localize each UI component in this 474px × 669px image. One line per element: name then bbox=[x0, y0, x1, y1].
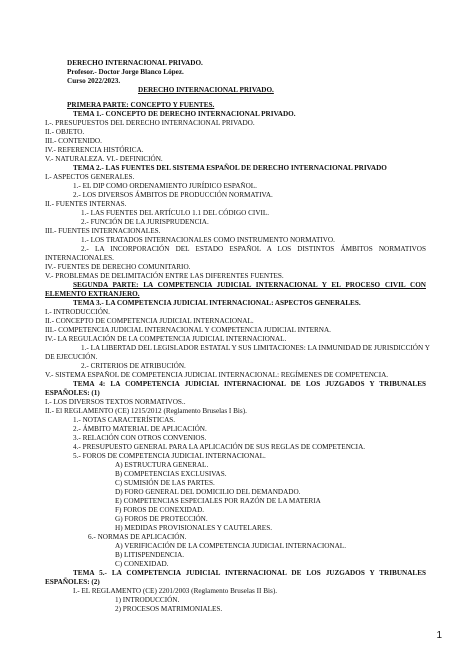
outline-line: E) COMPETENCIAS ESPECIALES POR RAZÓN DE LA MATERIA bbox=[115, 497, 321, 505]
professor-line: Profesor.- Doctor Jorge Blanco López. bbox=[67, 68, 184, 76]
outline-line: IV.- LA REGULACIÓN DE LA COMPETENCIA JUDICIAL INTERNACIONAL. bbox=[45, 335, 287, 343]
topic-heading-cont: ESPAÑOLES: (2) bbox=[45, 578, 100, 586]
outline-line: II.- OBJETO. bbox=[45, 128, 85, 136]
main-heading: DERECHO INTERNACIONAL PRIVADO. bbox=[138, 86, 274, 94]
outline-line: 1.- EL DIP COMO ORDENAMIENTO JURÍDICO ESPAÑOL. bbox=[73, 182, 257, 190]
topic-heading: TEMA 5.- LA COMPETENCIA JUDICIAL INTERNACIONAL DE LOS JUZGADOS Y TRIBUNALES bbox=[73, 569, 426, 577]
outline-line: IV.- REFERENCIA HISTÓRICA. bbox=[45, 146, 144, 154]
outline-line: 2) PROCESOS MATRIMONIALES. bbox=[115, 605, 223, 613]
outline-line: A) VERIFICACIÓN DE LA COMPETENCIA JUDICIAL INTERNACIONAL. bbox=[115, 542, 346, 550]
outline-line: B) LITISPENDENCIA. bbox=[115, 551, 185, 559]
outline-line: 2.- CRITERIOS DE ATRIBUCIÓN. bbox=[81, 362, 186, 370]
outline-line: 4.- PRESUPUESTO GENERAL PARA LA APLICACIÓN DE SUS REGLAS DE COMPETENCIA. bbox=[73, 443, 366, 451]
part-heading: SEGUNDA PARTE: LA COMPETENCIA JUDICIAL INTERNACIONAL Y EL PROCESO CIVIL CON bbox=[73, 281, 426, 289]
outline-line: V.- PROBLEMAS DE DELIMITACIÓN ENTRE LAS DIFERENTES FUENTES. bbox=[45, 272, 284, 280]
outline-line: F) FOROS DE CONEXIDAD. bbox=[115, 506, 205, 514]
outline-line: DE EJECUCIÓN. bbox=[45, 353, 98, 361]
part-heading: PRIMERA PARTE: CONCEPTO Y FUENTES. bbox=[67, 101, 215, 109]
document-title: DERECHO INTERNACIONAL PRIVADO. bbox=[67, 59, 203, 67]
outline-line: 6.- NORMAS DE APLICACIÓN. bbox=[88, 533, 187, 541]
outline-line: H) MEDIDAS PROVISIONALES Y CAUTELARES. bbox=[115, 524, 272, 532]
outline-line: 2.- LA INCORPORACIÓN DEL ESTADO ESPAÑOL A LOS DISTINTOS ÁMBITOS NORMATIVOS bbox=[81, 245, 426, 253]
outline-line: I.- LOS DIVERSOS TEXTOS NORMATIVOS.. bbox=[45, 398, 186, 406]
outline-line: II.- El REGLAMENTO (CE) 1215/2012 (Reglamento Bruselas I Bis). bbox=[45, 407, 247, 415]
outline-line: 1.- LAS FUENTES DEL ARTÍCULO 1.1 DEL CÓDIGO CIVIL. bbox=[81, 209, 270, 217]
part-heading-cont: ELEMENTO EXTRANJERO. bbox=[45, 290, 140, 298]
outline-line: 1.- LOS TRATADOS INTERNACIONALES COMO INSTRUMENTO NORMATIVO. bbox=[81, 236, 335, 244]
outline-line: 2.- LOS DIVERSOS ÁMBITOS DE PRODUCCIÓN NORMATIVA. bbox=[73, 191, 273, 199]
outline-line: 1.- LA LIBERTAD DEL LEGISLADOR ESTATAL Y SUS LIMITACIONES: LA INMUNIDAD DE JURISDICCIÓN Y bbox=[81, 344, 430, 352]
outline-line: 1) INTRODUCCIÓN. bbox=[115, 596, 180, 604]
topic-heading: TEMA 4: LA COMPETENCIA JUDICIAL INTERNACIONAL DE LOS JUZGADOS Y TRIBUNALES bbox=[73, 380, 426, 388]
course-line: Curso 2022/2023. bbox=[67, 77, 121, 85]
outline-line: 2.- FUNCIÓN DE LA JURISPRUDENCIA. bbox=[81, 218, 209, 226]
outline-line: V.- SISTEMA ESPAÑOL DE COMPETENCIA JUDICIAL INTERNACIONAL: REGÍMENES DE COMPETENCIA. bbox=[45, 371, 389, 379]
outline-line: II.- FUENTES INTERNAS. bbox=[45, 200, 127, 208]
outline-line: I.- INTRODUCCIÓN. bbox=[45, 308, 110, 316]
outline-line: II.- CONCEPTO DE COMPETENCIA JUDICIAL INTERNACIONAL. bbox=[45, 317, 254, 325]
topic-heading: TEMA 2.- LAS FUENTES DEL SISTEMA ESPAÑOL DE DERECHO INTERNACIONAL PRIVADO bbox=[73, 164, 387, 172]
outline-line: III.- FUENTES INTERNACIONALES. bbox=[45, 227, 161, 235]
outline-line: I.-. PRESUPUESTOS DEL DERECHO INTERNACIONAL PRIVADO. bbox=[45, 119, 255, 127]
outline-line: C) CONEXIDAD. bbox=[115, 560, 169, 568]
outline-line: I.- EL REGLAMENTO (CE) 2201/2003 (Reglamento Bruselas II Bis). bbox=[73, 587, 278, 595]
outline-line: 5.- FOROS DE COMPETENCIA JUDICIAL INTERNACIONAL. bbox=[73, 452, 266, 460]
outline-line: I.- ASPECTOS GENERALES. bbox=[45, 173, 135, 181]
outline-line: III.- CONTENIDO. bbox=[45, 137, 102, 145]
outline-line: G) FOROS DE PROTECCIÓN. bbox=[115, 515, 208, 523]
outline-line: III.- COMPETENCIA JUDICIAL INTERNACIONAL Y COMPETENCIA JUDICIAL INTERNA. bbox=[45, 326, 331, 334]
outline-line: 2.- ÁMBITO MATERIAL DE APLICACIÓN. bbox=[73, 425, 207, 433]
outline-line: IV.- FUENTES DE DERECHO COMUNITARIO. bbox=[45, 263, 191, 271]
topic-heading-cont: ESPAÑOLES: (1) bbox=[45, 389, 100, 397]
outline-line: C) SUMISIÓN DE LAS PARTES. bbox=[115, 479, 215, 487]
outline-line: 1.- NOTAS CARACTERÍSTICAS. bbox=[73, 416, 176, 424]
outline-line: A) ESTRUCTURA GENERAL. bbox=[115, 461, 209, 469]
outline-line: D) FORO GENERAL DEL DOMICILIO DEL DEMANDADO. bbox=[115, 488, 301, 496]
topic-heading: TEMA 3.- LA COMPETENCIA JUDICIAL INTERNACIONAL: ASPECTOS GENERALES. bbox=[73, 299, 361, 307]
outline-line: 3.- RELACIÓN CON OTROS CONVENIOS. bbox=[73, 434, 207, 442]
outline-line: B) COMPETENCIAS EXCLUSIVAS. bbox=[115, 470, 227, 478]
outline-line: V.- NATURALEZA. VI.- DEFINICIÓN. bbox=[45, 155, 163, 163]
topic-heading: TEMA 1.- CONCEPTO DE DERECHO INTERNACIONAL PRIVADO. bbox=[73, 110, 296, 118]
outline-line: INTERNACIONALES. bbox=[45, 254, 114, 262]
page-number: 1 bbox=[436, 630, 442, 641]
